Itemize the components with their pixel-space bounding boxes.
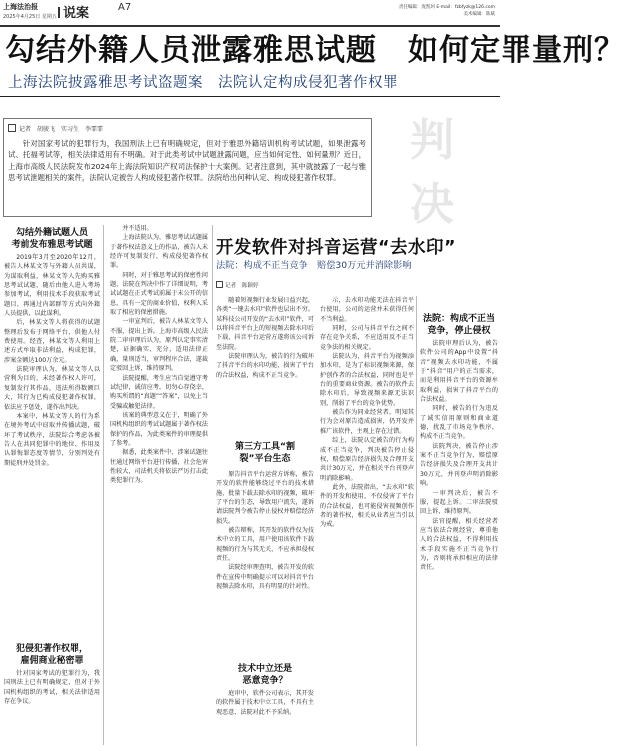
paragraph: 随着短视频行业发展日益兴起，各类“一键去水印”软件也层出不穷。某科技公司开发的“去水印”软件，可以将抖音平台上的短视频去除水印后下载，抖音平台运营方遂将该公司诉至法院。 xyxy=(216,297,314,351)
section-label xyxy=(58,2,89,21)
page-code: A7 xyxy=(118,2,132,13)
article2-col2 xyxy=(320,296,414,749)
col1-heading2-line: 犯侵犯著作权罪， xyxy=(15,644,88,654)
paragraph: 法院提醒，考生应当自觉遵守考试纪律，诚信应考，切勿心存侥幸，购买所谓的“真题”“答案”，以免上当受骗或触犯法律。 xyxy=(110,374,208,410)
col1-body xyxy=(4,253,100,639)
paragraph: 法院经审理查明，被告开发的软件在宣传中明确提示可以对抖音平台视频去除水印，具有明显的针对性。 xyxy=(216,564,314,591)
paragraph: 被告作为同业经营者，明知其行为会对原告造成损害，仍开发并推广该软件，主观上存在过错。 xyxy=(320,409,414,435)
byline-square-icon xyxy=(216,281,223,288)
byline-square-icon xyxy=(8,124,16,132)
editor-info xyxy=(399,4,495,18)
article2-subtitle: 法院：构成不正当竞争 赔偿30万元并消除影响 xyxy=(216,260,412,271)
paragraph: 该案的典型意义在于，明确了外国机构组织的考试试题属于著作权法保护的作品，为此类案件的审理提供了参考。 xyxy=(110,411,208,447)
article2-col1-part2 xyxy=(216,470,314,660)
heading-line: 技术中立还是 xyxy=(237,664,292,674)
paragraph: 示，去水印功能无法在抖音平台使用，公司的运营并未获得任何不当利益。 xyxy=(320,297,414,323)
col1-heading-line: 勾结外籍试题人员 xyxy=(15,228,88,238)
paragraph: 针对国家考试的犯罪行为，我国刑法上已有明确规定，但对于外国机构组织的考试，相关法律适用存在争议。 xyxy=(4,670,100,706)
article2-byline xyxy=(216,281,259,289)
intro-text: 针对国家考试的犯罪行为，我国刑法上已有明确规定，但对于雅思外籍培训机构考试试题，如果泄露考试、托福考试等，相关法律适用有不明确。对于此类考试中试题泄露问题，应当如何定性、如何量刑？近日，上海市高级人民法院发布2024年上海法院知识产权司法保护十大案例。记者注意到，其中就披露了一起与雅思考试泄题相关的案件，法院认定被告人构成侵犯著作权罪。法院给出何种认定、构成侵犯著作权罪。 xyxy=(8,139,366,182)
paragraph: 本案中，林某文等人的行为系在境外考试中窃取并传播试题，破坏了考试秩序，法院综合考虑各被告人在共同犯罪中的地位、作用及认罪悔罪态度等情节，分别判处有期徒刑并处罚金。 xyxy=(4,412,100,467)
paragraph: 据悉，此类案件中，涉案试题往往通过网络平台进行传播，社会危害性较大，司法机关将依法严厉打击此类犯罪行为。 xyxy=(110,449,208,485)
column-rule xyxy=(212,225,213,330)
col1-heading2-line: 雇佣商业秘密罪 xyxy=(20,656,84,666)
section-name: 说案 xyxy=(63,6,90,21)
column-rule xyxy=(416,296,417,746)
paragraph: 2019年3月至2020年12月，被告人林某文等与外籍人员共谋，为谋取利益，林某文等人先购买雅思考试试题，随后由他人进入考场参加考试，利用技术手段获取考试题目，再通过内部群等方式向外籍人员提供，以此谋利。 xyxy=(4,254,100,318)
paper-name: 上海法治报 xyxy=(3,2,38,11)
main-headline: 勾结外籍人员泄露雅思试题 如何定罪量刑？ xyxy=(5,33,625,68)
paragraph: 原告抖音平台运营方诉称，被告开发的软件能够绕过平台的技术措施，批量下载去除水印的视频，破坏了平台的生态，导致用户流失，遂诉请法院判令被告停止侵权并赔偿经济损失。 xyxy=(216,471,314,525)
sub-headline: 上海法院披露雅思考试盗题案 法院认定构成侵犯著作权罪 xyxy=(8,75,398,91)
col5-heading xyxy=(420,313,498,337)
paragraph: 法院认为，抖音平台为视频添加水印，是为了标识视频来源，保护创作者的合法权益，同时也是平台的重要商业资源。被告的软件去除水印后，导致视频来源无法识别，削弱了平台的竞争优势。 xyxy=(320,353,414,407)
section-bar xyxy=(58,7,60,18)
paragraph: 法院审理认为，被告的行为破坏了抖音平台的水印功能，损害了平台的合法权益，构成不正当竞争。 xyxy=(216,353,314,379)
article2-col1 xyxy=(216,296,314,436)
col2-body xyxy=(110,224,208,749)
intro-byline-text: 记者 胡骏飞 实习生 李霏霏 xyxy=(19,126,104,133)
heading-line: 裂”平台生态 xyxy=(239,454,291,464)
paragraph: 法院判决，被告停止涉案不正当竞争行为，赔偿原告经济损失及合理开支共计30万元，并刊登声明消除影响。 xyxy=(420,442,498,488)
paragraph: 一审判决后，被告不服，提起上诉。二审法院驳回上诉，维持原判。 xyxy=(420,489,498,516)
col1-heading-line: 考前发布雅思考试题 xyxy=(11,240,93,250)
paragraph: 此外，法院指出，“去水印”软件的开发和使用，不仅侵害了平台的合法权益，也可能侵害视频创作者的著作权，相关从业者应当引以为戒。 xyxy=(320,483,414,529)
masthead-rule xyxy=(0,25,500,27)
masthead xyxy=(0,0,500,26)
headline-rule xyxy=(0,96,500,97)
paragraph: 同时，对于雅思考试的保密性问题，法院在判决中作了详细说明，考试试题在正式考试前属于未公开的信息，具有一定的商业价值，权利人采取了相应的保密措施。 xyxy=(110,271,208,317)
paragraph: 法院审理认为，林某文等人以营利为目的，未经著作权人许可，复制发行其作品，违法所得数额巨大，其行为已构成侵犯著作权罪，依法应予惩处，遂作出判决。 xyxy=(4,366,100,411)
heading-line: 恶意竞争？ xyxy=(242,676,288,686)
paragraph: 后，林某文等人将获得的试题整理后发布于网络平台，供他人付费使用。经查，林某文等人利用上述方式牟取非法利益，构成犯罪，涉案金额达100万余元。 xyxy=(4,319,100,364)
column-rule xyxy=(103,225,104,745)
watermark: 判决 xyxy=(410,115,458,230)
editor-line: 责任编辑：庞凯珂 E-mail：fzbfyzk@126.com xyxy=(398,5,495,10)
intro-byline xyxy=(8,124,103,133)
paragraph: 一审宣判后，被告人林某文等人不服，提出上诉。上海市高级人民法院二审审理后认为，原判认定事实清楚，证据确实、充分，适用法律正确，量刑适当，审判程序合法，遂裁定驳回上诉，维持原判。 xyxy=(110,318,208,373)
col1-heading-2 xyxy=(4,643,100,667)
paragraph: 法院审理后认为，被告软件公司的App中设置“抖音”视频去水印功能，不属于“抖音”用户的正当需求，而是利用抖音平台的资源牟取利益，损害了抖音平台的合法权益。 xyxy=(420,340,498,404)
heading-line: 竞争，停止侵权 xyxy=(427,326,491,336)
article2-title: 开发软件对抖音运营“去水印” xyxy=(216,238,457,258)
col1-body-2 xyxy=(4,669,100,749)
paragraph: 同时，被告的行为违反了诚实信用原则和商业道德，扰乱了市场竞争秩序，构成不正当竞争。 xyxy=(420,405,498,441)
paragraph: 庭审中，软件公司表示，其开发的软件属于技术中立工具，不具有主观恶意，法院对此不予采纳。 xyxy=(216,690,314,716)
paragraph: 上海法院认为，雅思考试试题属于著作权法意义上的作品，被告人未经许可复制发行，构成侵犯著作权罪。 xyxy=(110,234,208,270)
article2-col1-part3 xyxy=(216,689,314,749)
col1-heading xyxy=(4,227,100,251)
paragraph: 同时，公司与抖音平台之间不存在竞争关系，不应适用反不正当竞争法的相关规定。 xyxy=(320,325,414,351)
paragraph: 被告辩称，其开发的软件仅为技术中立的工具，用户使用该软件下载视频的行为与其无关，不应承担侵权责任。 xyxy=(216,527,314,563)
paragraph: 综上，法院认定被告的行为构成不正当竞争，判决被告停止侵权，赔偿原告经济损失及合理开支共计30万元，并在相关平台刊登声明消除影响。 xyxy=(320,437,414,482)
editor-line: 美术编辑：陈斌 xyxy=(463,12,495,17)
col5-body xyxy=(420,339,498,749)
paragraph: 法官提醒，相关经营者应当依法合规经营，尊重他人的合法权益，不得利用技术手段实施不正当竞争行为，否则将承担相应的法律责任。 xyxy=(420,517,498,572)
issue-date: 2025年4月25日 星期五 xyxy=(3,14,57,20)
article2-heading-2 xyxy=(216,663,314,687)
heading-line: 第三方工具“割 xyxy=(235,442,295,452)
heading-line: 法院：构成不正当 xyxy=(422,314,495,324)
article2-heading-1 xyxy=(216,441,314,465)
paragraph: 并不适用。 xyxy=(122,225,153,232)
article2-byline-text: 记者 陈颖婷 xyxy=(225,283,259,289)
